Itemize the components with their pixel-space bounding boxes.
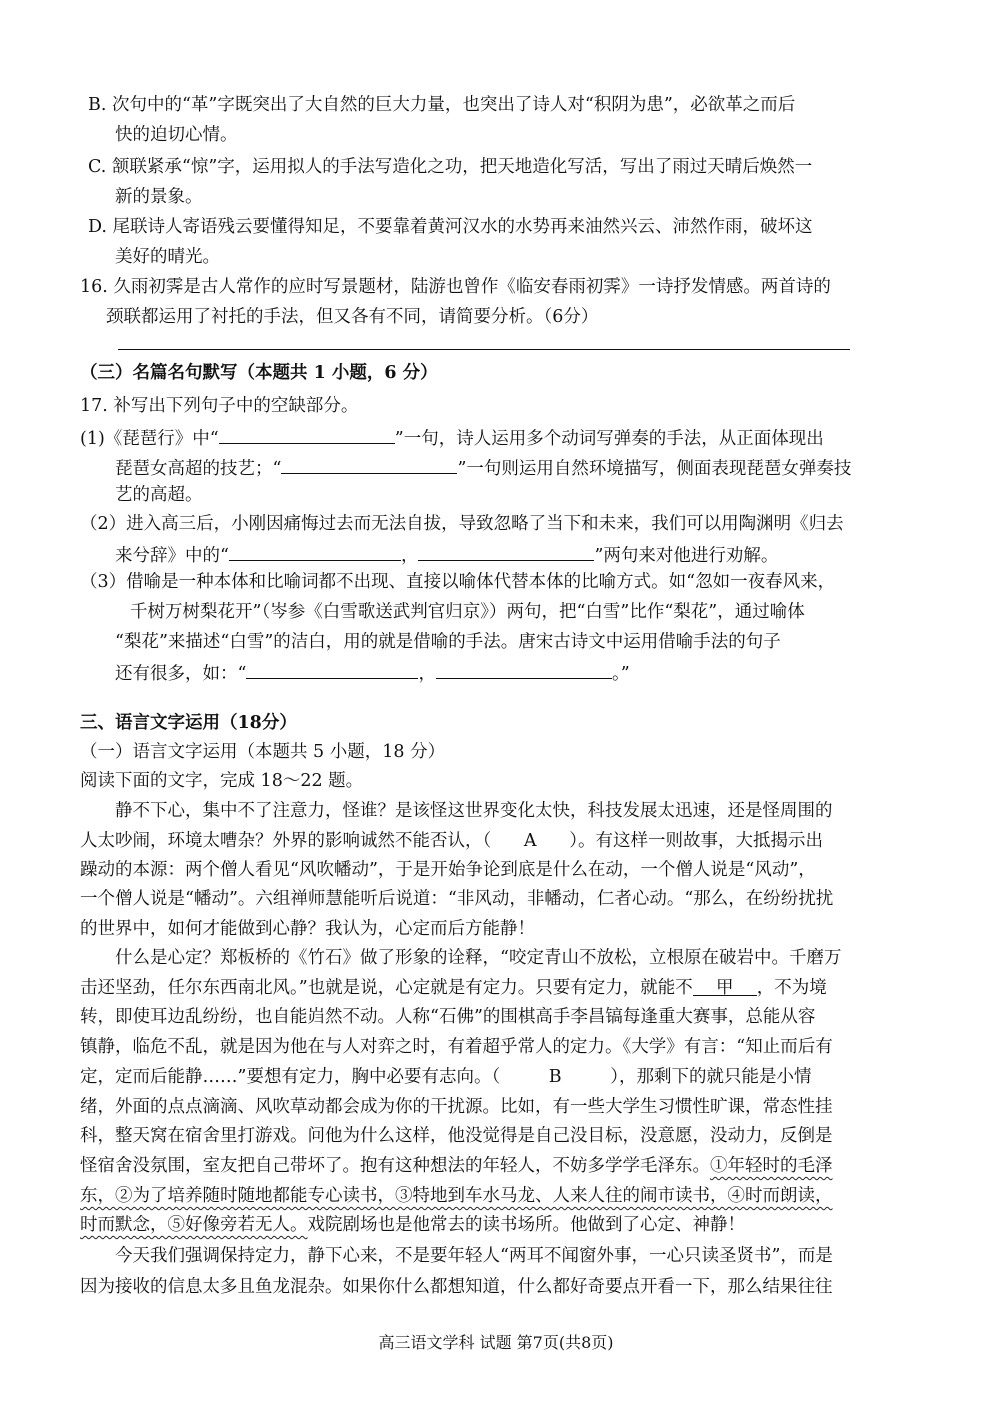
q15-option-d-line1: D. 尾联诗人寄语残云要懂得知足，不要靠着黄河汉水的水势再来油然兴云、沛然作雨，破坏这 bbox=[88, 217, 813, 237]
q15-option-b-line2: 快的迫切心情。 bbox=[115, 125, 238, 145]
passage-p2-line5: 定，定而后能静……”要想有定力，胸中必要有志向。（ B ），那剩下的就只能是小情 bbox=[80, 1067, 812, 1087]
q15-option-c-line2: 新的景象。 bbox=[115, 187, 203, 207]
section-title-mingju: （三）名篇名句默写（本题共 1 小题，6 分） bbox=[80, 363, 438, 383]
passage-p3-line1: 今天我们强调保持定力，静下心来，不是要年轻人“两耳不闻窗外事，一心只读圣贤书”，而是 bbox=[115, 1246, 833, 1266]
passage-p2-line8: 怪宿舍没氛围，室友把自己带坏了。抱有这种想法的年轻人，不妨多学学毛泽东。①年轻时的毛泽 bbox=[80, 1156, 833, 1176]
q15-option-c-line1: C. 颔联紧承“惊”字，运用拟人的手法写造化之功，把天地造化写活，写出了雨过天晴后焕然一 bbox=[88, 157, 813, 177]
q17-3-line4: 还有很多，如：“ ， 。” bbox=[115, 660, 630, 685]
q15-option-d-line2: 美好的晴光。 bbox=[115, 247, 220, 267]
passage-p1-line5: 的世界中，如何才能做到心静？我认为，心定而后方能静！ bbox=[80, 919, 535, 939]
passage-p1-line1: 静不下心，集中不了注意力，怪谁？是该怪这世界变化太快，科技发展太迅速，还是怪周围的 bbox=[115, 801, 833, 821]
passage-p1-line4: 一个僧人说是“幡动”。六组禅师慧能听后说道：“非风动，非幡动，仁者心动。“那么，在纷纷扰扰 bbox=[80, 889, 834, 909]
q17-1-line3: 艺的高超。 bbox=[115, 485, 203, 505]
q17-2-line2: 来兮辞》中的“ ， ”两句来对他进行劝解。 bbox=[115, 542, 778, 567]
passage-p2-line1: 什么是心定？郑板桥的《竹石》做了形象的诠释，“咬定青山不放松，立根原在破岩中。千磨万 bbox=[115, 948, 842, 968]
q17-3-line3: “梨花”来描述“白雪”的洁白，用的就是借喻的手法。唐宋古诗文中运用借喻手法的句子 bbox=[115, 632, 781, 652]
wavy-underlined-sentence-end: 时而默念，⑤好像旁若无人。 bbox=[80, 1215, 308, 1235]
blank-a-label[interactable]: A bbox=[523, 831, 537, 851]
passage-p2-line4: 镇静，临危不乱，就是因为他在与人对弈之时，有着超乎常人的定力。《大学》有言：“知止而后有 bbox=[80, 1037, 833, 1057]
passage-p1-line2: 人太吵闹，环境太嘈杂？外界的影响诚然不能否认，（ A ）。有这样一则故事，大抵揭示出 bbox=[80, 831, 823, 851]
blank-b-label[interactable]: B bbox=[548, 1067, 562, 1087]
q17-3-blank-a[interactable] bbox=[246, 660, 418, 679]
q16-stem-line1: 16. 久雨初霁是古人常作的应时写景题材，陆游也曾作《临安春雨初霁》一诗抒发情感。两首诗的 bbox=[80, 277, 831, 297]
q17-3-line2: 千树万树梨花开”（岑参《白雪歌送武判官归京》）两句，把“白雪”比作“梨花”，通过喻体 bbox=[130, 602, 805, 622]
q17-2-blank-a[interactable] bbox=[229, 542, 401, 561]
passage-p2-line6: 绪，外面的点点滴滴、风吹草动都会成为你的干扰源。比如，有一些大学生习惯性旷课，常态性挂 bbox=[80, 1097, 833, 1117]
q16-answer-line[interactable] bbox=[118, 349, 850, 350]
passage-p2-line10: 时而默念，⑤好像旁若无人。戏院剧场也是他常去的读书场所。他做到了心定、神静！ bbox=[80, 1215, 745, 1235]
q17-3-blank-b[interactable] bbox=[436, 660, 612, 679]
passage-p1-line3: 躁动的本源：两个僧人看见“风吹幡动”，于是开始争论到底是什么在动，一个僧人说是“风动”， bbox=[80, 860, 816, 880]
q17-3-line1: （3）借喻是一种本体和比喻词都不出现、直接以喻体代替本体的比喻方式。如“忽如一夜春风来， bbox=[80, 572, 836, 592]
q17-1-line1: (1)《琵琶行》中“ ”一句，诗人运用多个动词写弹奏的手法，从正面体现出 bbox=[80, 425, 824, 450]
q17-stem: 17. 补写出下列句子中的空缺部分。 bbox=[80, 396, 359, 416]
wavy-underlined-sentence-middle: 东，②为了培养随时随地都能专心读书，③特地到车水马龙、人来人往的闹市读书，④时而朗读， bbox=[80, 1186, 833, 1206]
reading-instruction: 阅读下面的文字，完成 18～22 题。 bbox=[80, 771, 364, 791]
q17-1-blank-b[interactable] bbox=[281, 455, 457, 474]
part-three-title: 三、语言文字运用（18分） bbox=[80, 713, 297, 733]
page-footer: 高三语文学科 试题 第7页(共8页) bbox=[378, 1333, 614, 1352]
q17-1-line2: 琵琶女高超的技艺；“ ”一句则运用自然环境描写，侧面表现琵琶女弹奏技 bbox=[115, 455, 851, 480]
passage-p2-line9 bbox=[80, 1185, 833, 1207]
q15-option-b-line1: B. 次句中的“革”字既突出了大自然的巨大力量，也突出了诗人对“积阴为患”，必欲革之而后 bbox=[88, 95, 796, 115]
part-three-subtitle: （一）语言文字运用（本题共 5 小题，18 分） bbox=[80, 742, 446, 762]
passage-p2-line2: 击还坚劲，任尔东西南北风。”也就是说，心定就是有定力。只要有定力，就能不 甲 ，不为境 bbox=[80, 978, 827, 998]
blank-jia[interactable]: 甲 bbox=[693, 977, 757, 996]
passage-p3-line2: 因为接收的信息太多且鱼龙混杂。如果你什么都想知道，什么都好奇要点开看一下，那么结果往往 bbox=[80, 1277, 833, 1297]
q17-2-line1: （2）进入高三后，小刚因痛悔过去而无法自拔，导致忽略了当下和未来，我们可以用陶渊明《归去 bbox=[80, 514, 844, 534]
wavy-underlined-sentence-start: ①年轻时的毛泽 bbox=[710, 1156, 833, 1176]
passage-p2-line7: 科，整天窝在宿舍里打游戏。问他为什么这样，他没觉得是自己没目标，没意愿，没动力，反倒是 bbox=[80, 1126, 833, 1146]
q16-stem-line2: 颈联都运用了衬托的手法，但又各有不同，请简要分析。（6分） bbox=[106, 307, 599, 327]
q17-1-blank-a[interactable] bbox=[219, 425, 395, 444]
q17-2-blank-b[interactable] bbox=[418, 542, 594, 561]
passage-p2-line3: 转，即使耳边乱纷纷，也自能岿然不动。人称“石佛”的围棋高手李昌镐每逢重大赛事，总能从容 bbox=[80, 1007, 816, 1027]
